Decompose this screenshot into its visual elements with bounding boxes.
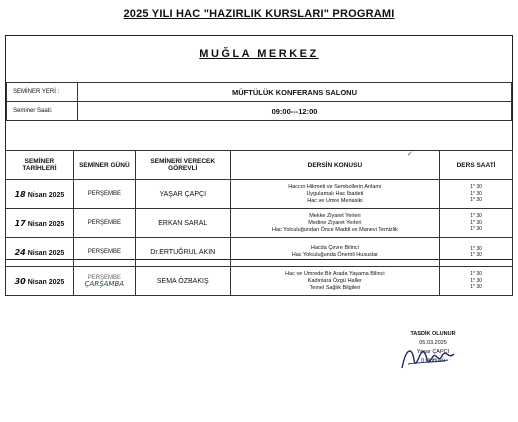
topic-line: Medine Ziyaret Yerleri bbox=[308, 219, 362, 226]
date-day-handwritten: 18 bbox=[14, 189, 26, 199]
document-title: 2025 YILI HAC "HAZIRLIK KURSLARI" PROGRAMI bbox=[123, 8, 395, 20]
hours-line: 1* 30 bbox=[470, 277, 482, 284]
lesson-hours bbox=[440, 209, 513, 238]
header-topic: DERSİN KONUSU bbox=[230, 151, 439, 180]
topic-line: Mekke Ziyaret Yerleri bbox=[309, 212, 361, 219]
header-hours: DERS SAATİ bbox=[440, 151, 513, 180]
schedule-header-row bbox=[6, 151, 513, 180]
schedule-table bbox=[5, 150, 513, 296]
table-row bbox=[6, 180, 513, 209]
seminar-info-table bbox=[6, 82, 512, 121]
hours-line: 1* 30 bbox=[470, 213, 482, 220]
lesson-topics bbox=[230, 209, 439, 238]
hours-line: 1* 30 bbox=[470, 219, 482, 226]
hours-line: 1* 30 bbox=[470, 284, 482, 291]
hours-line: 1* 30 bbox=[470, 252, 482, 258]
seminar-day: PERŞEMBE bbox=[73, 209, 135, 238]
topic-line: Hac Yolculuğundan Önce Maddi ve Manevi Temizlik bbox=[271, 226, 398, 233]
topic-line: Hac ve Umre Menasiki bbox=[307, 197, 363, 204]
region-name: MUĞLA MERKEZ bbox=[199, 48, 319, 60]
lesson-topics bbox=[230, 180, 439, 209]
date-month-year: Nisan 2025 bbox=[25, 249, 65, 257]
instructor-name: ERKAN SARAL bbox=[135, 209, 230, 238]
date-month-year: Nisan 2025 bbox=[25, 191, 65, 199]
hours-line: 1* 30 bbox=[470, 197, 482, 204]
hours-line: 1* 30 bbox=[470, 271, 482, 278]
seminar-day: PERŞEMBE bbox=[87, 274, 122, 281]
lesson-hours bbox=[440, 267, 513, 296]
seminar-date bbox=[6, 209, 74, 238]
seminar-day: PERŞEMBE bbox=[73, 238, 135, 267]
lesson-topics bbox=[230, 238, 439, 267]
hours-line: 1* 30 bbox=[470, 245, 482, 252]
seminar-day: PERŞEMBE bbox=[73, 180, 135, 209]
date-day-handwritten: 30 bbox=[14, 276, 26, 286]
date-day-handwritten: 24 bbox=[14, 247, 26, 257]
header-day: SEMİNER GÜNÜ bbox=[73, 151, 135, 180]
venue-label: SEMİNER YERİ : bbox=[7, 83, 78, 102]
date-month-year: Nisan 2025 bbox=[25, 278, 65, 286]
topic-line: Hac ve Umrede Bir Arada Yaşama Bilinci bbox=[285, 270, 385, 277]
approval-heading: TASDİK OLUNUR bbox=[410, 331, 456, 337]
table-row bbox=[6, 238, 513, 267]
topic-line: Hac Yolculuğunda Önemli Hususlar bbox=[291, 252, 378, 258]
seminar-date bbox=[6, 238, 74, 267]
handwritten-tick-mark: ✓ bbox=[407, 151, 413, 158]
table-row bbox=[6, 267, 513, 296]
handwritten-signature bbox=[398, 338, 458, 378]
topic-line: Uygulamalı Hac İbadeti bbox=[306, 190, 364, 197]
lesson-topics bbox=[230, 267, 439, 296]
instructor-name: YAŞAR ÇAPÇI bbox=[135, 180, 230, 209]
instructor-name: SEMA ÖZBAKIŞ bbox=[135, 267, 230, 296]
venue-row bbox=[7, 83, 512, 102]
date-month-year: Nisan 2025 bbox=[25, 220, 65, 228]
topic-line: Temel Sağlık Bilgileri bbox=[309, 284, 361, 291]
seminar-day-handwritten-correction: ÇARŞAMBA bbox=[84, 279, 125, 288]
hours-line: 1* 30 bbox=[470, 226, 482, 233]
region-heading bbox=[0, 48, 518, 60]
seminar-date bbox=[6, 267, 74, 296]
instructor-name: Dr.ERTUĞRUL AKIN bbox=[135, 238, 230, 267]
approval-date: 05.03.2025 bbox=[419, 340, 447, 346]
time-row bbox=[7, 102, 512, 121]
date-day-handwritten: 17 bbox=[14, 218, 26, 228]
venue-value: MÜFTÜLÜK KONFERANS SALONU bbox=[78, 83, 512, 102]
seminar-day-cell bbox=[73, 267, 135, 296]
header-instructor: SEMİNERİ VERECEK GÖREVLİ bbox=[135, 151, 230, 180]
approver-name: Yaşar ÇAPÇI bbox=[416, 349, 450, 355]
topic-line: Kadınlara Özgü Haller bbox=[307, 277, 362, 284]
lesson-hours bbox=[440, 180, 513, 209]
table-row bbox=[6, 209, 513, 238]
header-dates: SEMİNER TARİHLERİ bbox=[6, 151, 74, 180]
approver-role: İl Müftüsü bbox=[421, 358, 445, 364]
topic-line: Hacda Çevre Bilinci bbox=[310, 245, 359, 251]
time-label: Seminer Saati: bbox=[7, 102, 78, 121]
seminar-date bbox=[6, 180, 74, 209]
topic-line: Haccın Hikmeti ve Sembollerin Anlamı bbox=[288, 183, 382, 190]
hours-line: 1* 30 bbox=[470, 190, 482, 197]
lesson-hours bbox=[440, 238, 513, 267]
hours-line: 1* 30 bbox=[470, 184, 482, 191]
time-value: 09:00---12:00 bbox=[78, 102, 512, 121]
